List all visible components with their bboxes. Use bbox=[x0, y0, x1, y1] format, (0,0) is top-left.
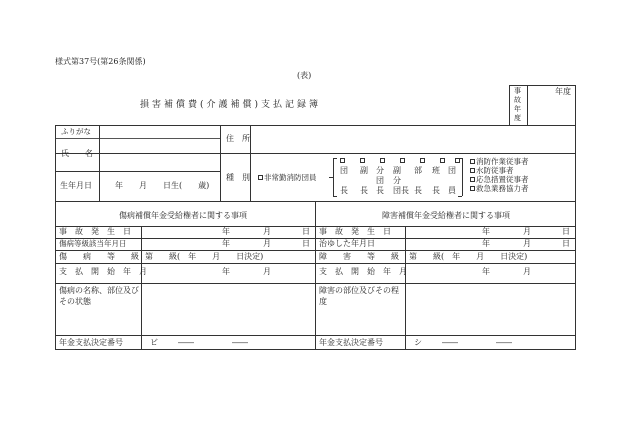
left-incident-date-label: 事 故 発 生 日 bbox=[59, 227, 131, 236]
ambulance-helper-option: 救急業務協力者 bbox=[476, 184, 529, 193]
right-incident-date-label: 事 故 発 生 日 bbox=[319, 227, 391, 236]
rank-6-bottom: 長 bbox=[432, 186, 440, 195]
left-pay-start-label: 支 払 開 始 年 月 bbox=[59, 267, 147, 276]
left-incident-year: 年 bbox=[222, 227, 230, 236]
right-cure-date-label: 治ゆした年月日 bbox=[319, 239, 375, 248]
rank-checkbox-3[interactable] bbox=[380, 158, 385, 163]
right-incident-day: 日 bbox=[562, 227, 570, 236]
rank-3-middle: 団 bbox=[376, 176, 384, 185]
left-grade-date-label: 傷病等級該当年月日 bbox=[59, 239, 127, 248]
right-grade-label: 障 害 等 級 bbox=[319, 252, 399, 261]
rank-checkbox-6[interactable] bbox=[440, 158, 445, 163]
right-section-header: 障害補償年金受給権者に関する事項 bbox=[382, 211, 510, 220]
form-number: 様式第37号(第26条関係) bbox=[55, 57, 146, 66]
nonregular-checkbox[interactable] bbox=[258, 175, 263, 180]
left-decision-label: 年金支払決定番号 bbox=[59, 338, 123, 347]
left-decision-dash-2: ―― bbox=[232, 338, 248, 347]
left-grade-label: 傷 病 等 級 bbox=[59, 252, 139, 261]
right-decision-dash-2: ―― bbox=[496, 338, 512, 347]
firefighting-worker-checkbox[interactable] bbox=[470, 159, 475, 164]
rank-checkbox-7[interactable] bbox=[455, 158, 460, 163]
rank-5-bottom: 長 bbox=[414, 186, 422, 195]
rank-4-middle: 分 bbox=[393, 176, 401, 185]
left-pay-start-year: 年 bbox=[222, 267, 230, 276]
left-section-header: 傷病補償年金受給権者に関する事項 bbox=[119, 211, 247, 220]
left-decision-prefix: ビ bbox=[150, 338, 158, 347]
address-label: 住 所 bbox=[226, 134, 250, 143]
front-label: (表) bbox=[297, 71, 312, 80]
emergency-worker-option: 応急措置従事者 bbox=[476, 175, 529, 184]
birthdate-label: 生年月日 bbox=[60, 181, 92, 190]
form-title: 損害補償費(介護補償)支払記録簿 bbox=[140, 100, 322, 110]
left-grade-date-month: 月 bbox=[263, 239, 271, 248]
right-grade-value: 第 級( 年 月 日決定) bbox=[409, 252, 528, 261]
rank-6-top: 班 bbox=[432, 166, 440, 175]
right-cure-day: 日 bbox=[562, 239, 570, 248]
rank-2-bottom: 長 bbox=[360, 186, 368, 195]
right-pay-start-year: 年 bbox=[482, 267, 490, 276]
right-pay-start-label: 支 払 開 始 年 月 bbox=[319, 267, 407, 276]
name-label: 氏 名 bbox=[61, 149, 93, 158]
right-incident-month: 月 bbox=[523, 227, 531, 236]
right-incident-year: 年 bbox=[482, 227, 490, 236]
rank-checkbox-2[interactable] bbox=[360, 158, 365, 163]
left-condition-label: 傷病の名称、部位及びその状態 bbox=[59, 286, 139, 306]
rank-1-top: 団 bbox=[340, 166, 348, 175]
right-decision-dash-1: ―― bbox=[442, 338, 458, 347]
firefighting-worker-option: 消防作業従事者 bbox=[476, 157, 529, 166]
rank-checkbox-5[interactable] bbox=[420, 158, 425, 163]
left-decision-dash-1: ―― bbox=[178, 338, 194, 347]
rank-1-bottom: 長 bbox=[340, 186, 348, 195]
furigana-label: ふりがな bbox=[61, 127, 91, 136]
right-decision-prefix: シ bbox=[414, 338, 422, 347]
flood-worker-checkbox[interactable] bbox=[470, 168, 475, 173]
left-grade-value: 第 級( 年 月 日決定) bbox=[145, 252, 264, 261]
rank-3-top: 分 bbox=[376, 166, 384, 175]
flood-worker-option: 水防従事者 bbox=[476, 166, 514, 175]
right-cure-year: 年 bbox=[482, 239, 490, 248]
rank-4-bottom: 団長 bbox=[393, 186, 409, 195]
nonregular-option: 非常勤消防団員 bbox=[264, 173, 317, 182]
rank-7-top: 団 bbox=[448, 166, 456, 175]
birthdate-value: 年 月 日生( 歳) bbox=[115, 181, 210, 190]
rank-3-bottom: 長 bbox=[376, 186, 384, 195]
left-incident-day: 日 bbox=[302, 227, 310, 236]
ambulance-helper-checkbox[interactable] bbox=[470, 186, 475, 191]
left-grade-date-year: 年 bbox=[222, 239, 230, 248]
rank-2-top: 副 bbox=[360, 166, 368, 175]
rank-5-top: 部 bbox=[414, 166, 422, 175]
left-grade-date-day: 日 bbox=[302, 239, 310, 248]
rank-7-bottom: 員 bbox=[448, 186, 456, 195]
rank-checkbox-4[interactable] bbox=[400, 158, 405, 163]
incident-year-label-2: 故 bbox=[514, 96, 521, 104]
incident-year-label-3: 年 bbox=[514, 105, 521, 113]
left-incident-month: 月 bbox=[263, 227, 271, 236]
right-condition-label: 障害の部位及びその程度 bbox=[319, 286, 399, 306]
rank-checkbox-1[interactable] bbox=[340, 158, 345, 163]
right-pay-start-month: 月 bbox=[523, 267, 531, 276]
emergency-worker-checkbox[interactable] bbox=[470, 177, 475, 182]
year-label: 年度 bbox=[555, 87, 571, 96]
left-pay-start-month: 月 bbox=[263, 267, 271, 276]
incident-year-label-1: 事 bbox=[514, 87, 521, 95]
right-cure-month: 月 bbox=[523, 239, 531, 248]
category-label: 種 別 bbox=[226, 173, 250, 182]
incident-year-label-4: 度 bbox=[514, 114, 521, 122]
right-decision-label: 年金支払決定番号 bbox=[319, 338, 383, 347]
rank-4-top: 副 bbox=[393, 166, 401, 175]
